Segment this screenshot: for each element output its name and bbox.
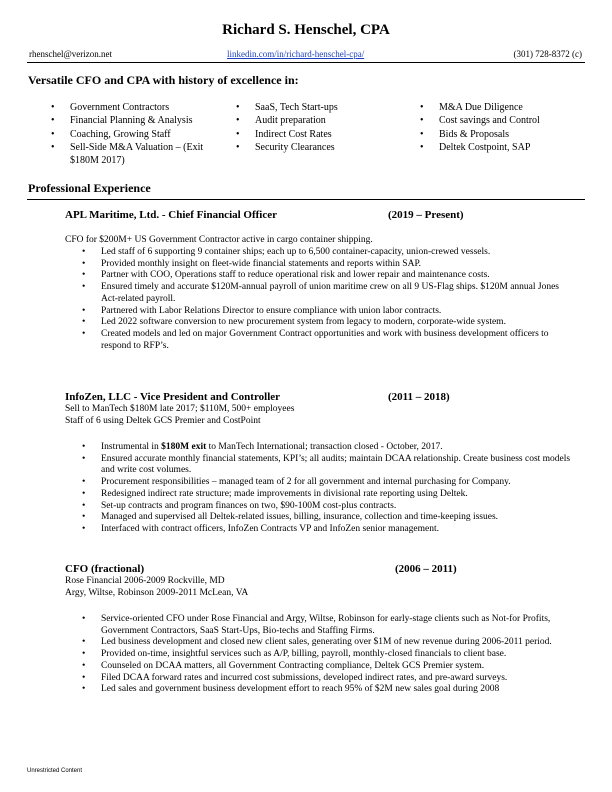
list-item: • Instrumental in $180M exit to ManTech International; transaction closed - October, 2017. (82, 442, 574, 454)
skill-item: • Security Clearances (236, 141, 411, 154)
skill-item: • SaaS, Tech Start-ups (236, 101, 411, 114)
job-intro: CFO for $200M+ US Government Contractor active in cargo container shipping. (65, 235, 373, 245)
list-item: • Counseled on DCAA matters, all Government Contracting compliance, Deltek GCS Premier system. (82, 661, 574, 673)
job-bullets (82, 614, 574, 696)
exit-highlight: $180M exit (161, 442, 207, 452)
linkedin-link[interactable]: linkedin.com/in/richard-henschel-cpa/ (227, 49, 365, 59)
skill-item: • Deltek Costpoint, SAP (420, 141, 590, 154)
list-item: • Set-up contracts and program finances on two, $90-100M cost-plus contracts. (82, 501, 574, 513)
job-bullets (82, 247, 574, 352)
experience-heading: Professional Experience (28, 181, 151, 195)
list-item: • Procurement responsibilities – managed team of 2 for all government and internal purchasing for Company. (82, 477, 574, 489)
job-title: InfoZen, LLC - Vice President and Controller (65, 391, 281, 403)
job-subtitle: Sell to ManTech $180M late 2017; $110M, 500+ employees (65, 404, 295, 414)
list-item: • Managed and supervised all Deltek-related issues, billing, insurance, collection and time-keeping issues. (82, 512, 574, 524)
skill-item: • Audit preparation (236, 114, 411, 127)
phone-text: (301) 728-8372 (c) (513, 49, 582, 59)
list-item: • Interfaced with contract officers, InfoZen Contracts VP and InfoZen senior management. (82, 524, 574, 536)
skill-item: • Cost savings and Control (420, 114, 590, 127)
footer-label: Unrestricted Content (27, 768, 83, 774)
job-dates: (2019 – Present) (388, 209, 464, 221)
job-dates: (2011 – 2018) (388, 391, 450, 403)
skill-item: • M&A Due Diligence (420, 101, 590, 114)
header-divider (27, 62, 585, 63)
job-subtitle: Rose Financial 2006-2009 Rockville, MD (65, 576, 225, 586)
skills-column-3 (420, 101, 590, 154)
skill-item: • Indirect Cost Rates (236, 128, 411, 141)
list-item: • Led sales and government business development effort to reach 95% of $2M new sales goal during 2008 (82, 684, 574, 696)
skill-item: • Government Contractors (51, 101, 221, 114)
list-item: • Service-oriented CFO under Rose Financial and Argy, Wiltse, Robinson for early-stage clients such as Not-for Profits, Government Contractors, SaaS Start-Ups, Bio-techs and Staffing Firms. (82, 614, 574, 637)
list-item: • Provided monthly insight on fleet-wide financial statements and reports within SAP. (82, 259, 574, 271)
summary-heading: Versatile CFO and CPA with history of excellence in: (28, 73, 299, 87)
resume-name: Richard S. Henschel, CPA (222, 22, 390, 38)
job-subtitle: Argy, Wiltse, Robinson 2009-2011 McLean, VA (65, 588, 249, 598)
experience-divider (27, 199, 585, 200)
list-item: • Led business development and closed new client sales, generating over $1M of new revenue during 2006-2011 period. (82, 637, 574, 649)
skill-item: • Coaching, Growing Staff (51, 128, 221, 141)
job-subtitle: Staff of 6 using Deltek GCS Premier and CostPoint (65, 416, 261, 426)
list-item: • Led staff of 6 supporting 9 container ships; each up to 6,500 container-capacity, union-crewed vessels. (82, 247, 574, 259)
list-item: • Redesigned indirect rate structure; made improvements in divisional rate reporting using Deltek. (82, 489, 574, 501)
skill-item: • Bids & Proposals (420, 128, 590, 141)
skill-item: • Financial Planning & Analysis (51, 114, 221, 127)
list-item: • Partnered with Labor Relations Director to ensure compliance with union labor contracts. (82, 306, 574, 318)
email-text: rhenschel@verizon.net (29, 49, 113, 59)
job-title: APL Maritime, Ltd. - Chief Financial Officer (65, 209, 278, 221)
list-item: • Led 2022 software conversion to new procurement system from legacy to modern, corporate-wide system. (82, 317, 574, 329)
list-item: • Filed DCAA forward rates and incurred cost submissions, developed indirect rates, and pre-award surveys. (82, 673, 574, 685)
job-bullets (82, 442, 574, 536)
list-item: • Provided on-time, insightful services such as A/P, billing, payroll, monthly-closed financials to client base. (82, 649, 574, 661)
skills-column-2 (236, 101, 411, 154)
list-item: • Ensured timely and accurate $120M-annual payroll of union maritime crew on all 9 US-Flag ships. $120M annual Jones Act-related payroll. (82, 282, 574, 305)
job-dates: (2006 – 2011) (395, 563, 457, 575)
list-item: • Ensured accurate monthly financial statements, KPI’s; all audits; maintain DCAA relationship. Create business cost models and write cost volumes. (82, 454, 574, 477)
skills-column-1 (51, 101, 221, 167)
skill-item: • Sell-Side M&A Valuation – (Exit $180M 2017) (51, 141, 221, 168)
list-item: • Partner with COO, Operations staff to reduce operational risk and lower repair and maintenance costs. (82, 270, 574, 282)
job-title: CFO (fractional) (65, 563, 145, 575)
list-item: • Created models and led on major Government Contract opportunities and work with business development officers to respond to RFP’s. (82, 329, 574, 352)
